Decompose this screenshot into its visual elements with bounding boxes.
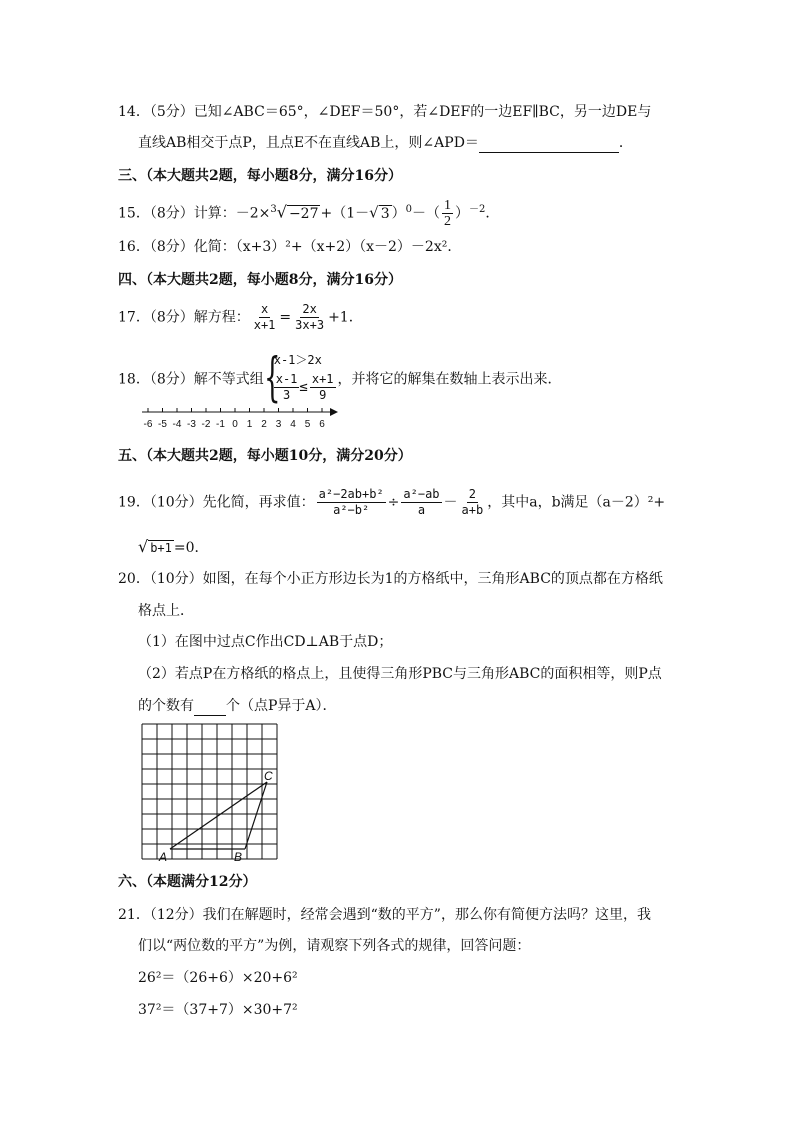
q18-f2-den: 9	[319, 388, 327, 402]
number-line-tick-label: 6	[319, 419, 325, 430]
radical-sign-icon: √	[369, 203, 379, 222]
number-line-tick-label: -1	[216, 419, 225, 430]
number-line-tick-label: 0	[232, 419, 238, 430]
label-a: A	[159, 850, 168, 864]
q15-exp0: 0	[405, 203, 412, 215]
q20-answer-blank	[194, 701, 226, 716]
q18-f2-num: x+1	[311, 372, 334, 386]
q15-mid: +（1－	[320, 205, 370, 222]
number-line-tick-label: 2	[261, 419, 267, 430]
q18-inequality-system	[263, 348, 338, 408]
q19-line2	[138, 537, 209, 558]
q19-minus: －	[443, 494, 458, 511]
number-line-tick-label: 3	[275, 419, 282, 430]
section-3-heading: 三、（本大题共2题，每小题8分，满分16分）	[118, 168, 402, 184]
q17-f2-num: 2x	[302, 302, 317, 316]
q21-eq1: 26²＝（26+6）×20+6²	[138, 970, 298, 986]
q15-frac-den: 2	[443, 214, 451, 229]
q14-line1: 14．（5分）已知∠ABC＝65°，∠DEF＝50°，若∠DEF的一边EF∥BC，另一边DE与	[118, 104, 652, 120]
q15-mid2: ）	[391, 205, 406, 222]
q20-line1: 20．（10分）如图，在每个小正方形边长为1的方格纸中，三角形ABC的顶点都在方格纸	[118, 571, 663, 587]
q18-f1-num: x-1	[275, 372, 298, 386]
q17-prefix: 17．（8分）解方程：	[118, 309, 250, 326]
side-ac	[170, 782, 267, 849]
q17-eq: =	[279, 309, 292, 326]
q15-minus: －（	[411, 205, 440, 222]
q15-close: ）	[454, 205, 469, 222]
number-line-tick-label: -5	[158, 419, 167, 430]
q18-prefix: 18．（8分）解不等式组	[118, 371, 264, 388]
q17-fraction-1	[252, 302, 278, 333]
q18-ineq2	[274, 372, 338, 403]
q14-line2-text: 直线AB相交于点P，且点E不在直线AB上，则∠APD＝	[138, 135, 479, 151]
q19-suffix: ，其中a，b满足（a－2）²+	[487, 494, 666, 511]
q19-f2-num: a²−ab	[403, 487, 440, 501]
q15-prefix: 15．（8分）计算：－2×	[118, 205, 271, 222]
q17-end: +1．	[328, 309, 363, 326]
q17	[118, 302, 363, 333]
q14-line2	[138, 133, 633, 153]
q20-line2: 格点上．	[138, 603, 194, 619]
q17-f1-den: x+1	[253, 318, 276, 332]
q14-line2-end: ．	[618, 135, 633, 151]
triangle-grid-figure	[140, 722, 282, 864]
radical-sign-icon: √	[276, 202, 287, 222]
left-brace-icon: {	[263, 348, 281, 408]
number-line-tick-label: -2	[201, 419, 211, 430]
number-line-tick-label: -3	[187, 419, 196, 430]
q21-eq2: 37²＝（37+7）×30+7²	[138, 1002, 298, 1018]
q19-f3-num: 2	[468, 487, 476, 501]
q19-div: ÷	[387, 494, 400, 511]
section-6-heading: 六、（本题满分12分）	[118, 874, 257, 890]
arrow-right-icon	[330, 408, 338, 416]
number-line-tick-label: -6	[143, 419, 153, 430]
number-line-tick-label: 5	[304, 419, 311, 430]
q18-ineq1: x-1＞2x	[273, 353, 322, 367]
q15-root-index: 3	[270, 203, 277, 215]
q14-answer-blank	[479, 138, 619, 153]
q20-sub2b-a: 的个数有	[138, 698, 194, 714]
q19-f1-num: a²−2ab+b²	[318, 487, 384, 501]
q19-fraction-3	[460, 487, 486, 518]
q19-radicand: b+1	[150, 541, 172, 555]
q19	[118, 487, 665, 518]
q15	[118, 198, 499, 229]
number-line-tick-label: -4	[172, 419, 182, 430]
q21-line1: 21．（12分）我们在解题时，经常会遇到“数的平方”，那么你有简便方法吗？这里，我	[118, 907, 651, 923]
q18-f1-den: 3	[282, 388, 291, 402]
q19-fraction-2	[401, 487, 441, 518]
q20-sub2b	[138, 696, 337, 716]
number-line-tick-label: 4	[290, 419, 296, 430]
q19-f3-den: a+b	[461, 503, 484, 517]
q17-fraction-2	[293, 302, 326, 333]
q16: 16．（8分）化简：（x+3）²+（x+2）（x－2）－2x²．	[118, 239, 462, 255]
q18	[118, 348, 562, 408]
q19-line2-end: =0．	[173, 540, 209, 556]
section-5-heading: 五、（本大题共2题，每小题10分，满分20分）	[118, 448, 412, 464]
label-c: C	[264, 769, 273, 783]
q20-sub2: （2）若点P在方格纸的格点上，且使得三角形PBC与三角形ABC的面积相等，则P点	[138, 666, 662, 682]
radical-sign-icon: √	[138, 537, 149, 556]
q17-f2-den: 3x+3	[295, 318, 325, 332]
q20-sub2b-b: 个（点P异于A）．	[226, 698, 337, 714]
q15-exp: －2	[468, 203, 486, 215]
label-b: B	[234, 850, 243, 864]
q19-fraction-1	[317, 487, 386, 518]
q19-f2-den: a	[417, 503, 426, 517]
q21-line2: 们以“两位数的平方”为例，请观察下列各式的规律，回答问题：	[138, 938, 531, 954]
q15-end: ．	[485, 205, 500, 222]
q20-sub1: （1）在图中过点C作出CD⊥AB于点D；	[138, 634, 393, 650]
q18-suffix: ，并将它的解集在数轴上表示出来．	[337, 371, 562, 388]
q19-prefix: 19．（10分）先化简，再求值：	[118, 494, 315, 511]
q18-leq: ≤	[299, 379, 308, 395]
q15-sqrt3: 3	[380, 205, 390, 222]
q18-f2	[310, 372, 336, 403]
q15-frac-num: 1	[443, 198, 451, 213]
q19-f1-den: a²−b²	[333, 503, 370, 517]
section-4-heading: 四、（本大题共2题，每小题8分，满分16分）	[118, 272, 402, 288]
number-line-tick-label: 1	[246, 419, 253, 430]
q15-fraction	[442, 198, 453, 229]
q17-f1-num: x	[260, 302, 269, 316]
side-bc	[245, 782, 267, 849]
number-line	[138, 402, 338, 432]
q15-radicand: −27	[288, 205, 319, 222]
